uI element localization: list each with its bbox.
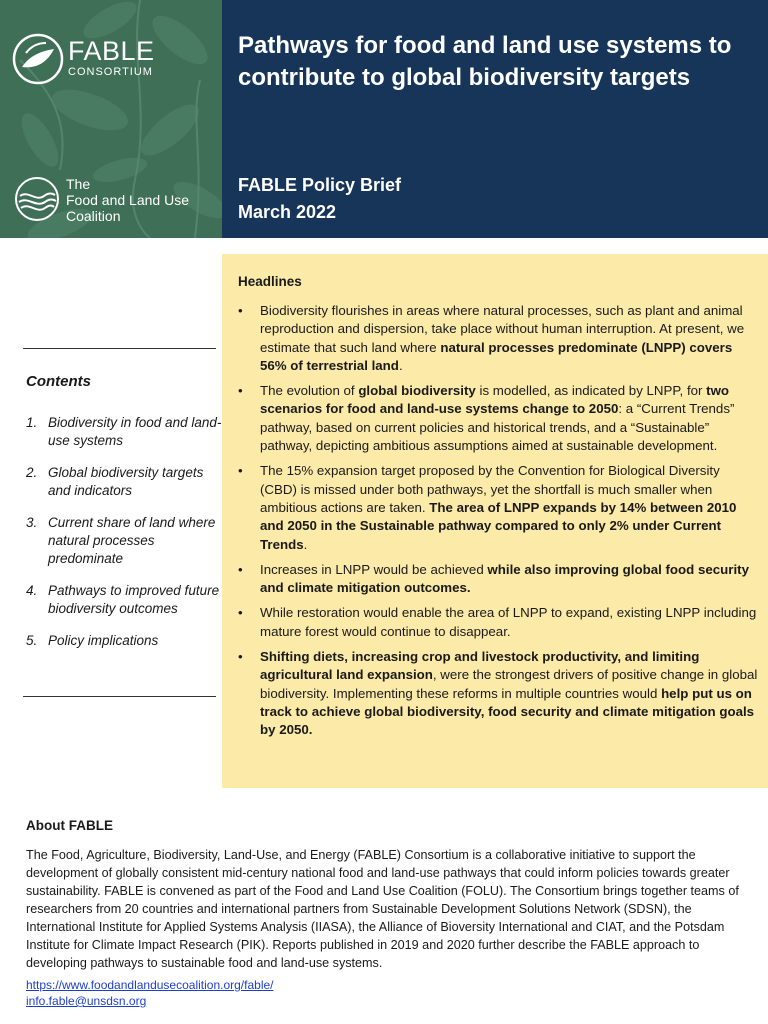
contents-top-divider <box>23 348 216 349</box>
contents-item-label: Global biodiversity targets and indicators <box>48 465 204 498</box>
contents-heading: Contents <box>26 373 91 390</box>
contents-list <box>26 414 226 664</box>
contents-item[interactable] <box>26 464 226 500</box>
header-green-panel <box>0 0 222 238</box>
headline-text: is modelled, as indicated by LNPP, for <box>475 383 707 399</box>
headline-bullet <box>238 604 760 641</box>
bullet-icon: • <box>238 561 243 577</box>
contents-item-number: 5. <box>26 633 38 648</box>
contact-links <box>26 977 274 1009</box>
headline-bold-text: while also improving global food security and climate mitigation outcomes. <box>260 561 749 596</box>
headline-text: While restoration would enable the area of LNPP to expand, existing LNPP including mature forest would continue to disappear. <box>260 605 757 639</box>
headline-text: , were the strongest drivers of positive change in global biodiversity. Implementing these reforms in multiple countries would <box>260 667 758 701</box>
headline-text: The evolution of <box>260 383 359 399</box>
contents-item-number: 2. <box>26 465 38 480</box>
headline-bullet <box>238 302 760 375</box>
headlines-heading: Headlines <box>238 274 302 289</box>
headline-bullet <box>238 462 760 553</box>
headline-text: The 15% expansion target proposed by the Convention for Biological Diversity (CBD) is missed under both pathways, yet the shortfall is much smaller when ambitious actions are taken. <box>260 463 720 515</box>
folu-wave-logo-icon <box>14 176 60 222</box>
bullet-icon: • <box>238 649 243 665</box>
contents-item-label: Biodiversity in food and land-use systems <box>48 415 222 448</box>
headline-bullet <box>238 382 760 455</box>
contact-email-link[interactable]: info.fable@unsdsn.org <box>26 994 147 1008</box>
contents-item-number: 4. <box>26 583 38 598</box>
document-title: Pathways for food and land use systems to contribute to global biodiversity targets <box>238 32 732 91</box>
headline-text: . <box>303 536 308 552</box>
brief-date: March 2022 <box>238 202 337 222</box>
bullet-icon: • <box>238 463 243 479</box>
fable-submark: CONSORTIUM <box>68 66 153 78</box>
folu-fable-link[interactable]: https://www.foodandlandusecoalition.org/fable/ <box>26 978 274 992</box>
bullet-icon: • <box>238 605 243 621</box>
folu-line-1: The <box>66 176 91 192</box>
fable-leaf-logo-icon <box>12 33 64 85</box>
fable-wordmark: FABLE <box>68 36 155 66</box>
headline-text: : a “Current Trends” pathway, based on current policies and historical trends, and a “Sustainable” pathway, depicting ambitious assumptions aimed at sustainable development. <box>260 401 735 454</box>
folu-line-2: Food and Land Use <box>66 192 189 208</box>
contents-bottom-divider <box>23 696 216 697</box>
bullet-icon: • <box>238 383 243 399</box>
headline-bold-text: The area of LNPP expands by 14% between 2010 and 2050 in the Sustainable pathway compared to only 2% under Current Trends <box>260 499 737 552</box>
contents-item-label: Pathways to improved future biodiversity outcomes <box>48 583 220 616</box>
folu-line-3: Coalition <box>66 208 121 224</box>
headline-bullet <box>238 648 760 739</box>
contents-item-label: Policy implications <box>48 633 159 648</box>
contents-item[interactable] <box>26 514 226 568</box>
fable-consortium-logo <box>12 33 212 85</box>
about-heading: About FABLE <box>26 818 113 833</box>
folu-wordmark <box>66 176 189 224</box>
headlines-list <box>238 302 760 747</box>
headline-bold-text: Shifting diets, increasing crop and livestock productivity, and limiting agricultural land expansion <box>260 649 700 683</box>
about-paragraph: The Food, Agriculture, Biodiversity, Land-Use, and Energy (FABLE) Consortium is a collaborative initiative to support the development of globally consistent mid-century national food and land-use pathways that could inform policies towards greater sustainability. FABLE is convened as part of the Food and Land Use Coalition (FOLU). The Consortium brings together teams of researchers from 20 countries and international partners from Sustainable Development Solutions Network (SDSN), the International Institute for Applied Systems Analysis (IIASA), the Alliance of Bioversity International and CIAT, and the Potsdam Institute for Climate Impact Research (PIK). Reports published in 2019 and 2020 further describe the FABLE approach to developing pathways to sustainable food and land-use systems. <box>26 848 739 970</box>
headline-bold-text: two scenarios for food and land-use systems change to 2050 <box>260 383 730 417</box>
brief-type: FABLE Policy Brief <box>238 175 402 195</box>
contents-item[interactable] <box>26 414 226 450</box>
headline-text: . <box>398 357 403 373</box>
headline-text: Increases in LNPP would be achieved <box>260 561 488 577</box>
folu-logo <box>14 176 219 224</box>
headline-bullet <box>238 561 760 598</box>
contents-item[interactable] <box>26 582 226 618</box>
brief-label-block <box>238 172 401 226</box>
headlines-box <box>222 254 768 788</box>
headline-text: Biodiversity flourishes in areas where natural processes, such as plant and animal reproduction and dispersion, take place without human interruption. At present, we estimate that such land where <box>260 303 745 355</box>
bullet-icon: • <box>238 303 243 318</box>
contents-item-number: 1. <box>26 415 38 430</box>
contents-item-number: 3. <box>26 515 38 530</box>
headline-bold-text: natural processes predominate (LNPP) covers 56% of terrestrial land <box>260 339 733 373</box>
headline-bold-text: help put us on track to achieve global biodiversity, food security and climate mitigation goals by 2050. <box>260 685 755 738</box>
contents-item-label: Current share of land where natural processes predominate <box>48 515 216 566</box>
contents-item[interactable] <box>26 632 226 650</box>
headline-bold-text: global biodiversity <box>358 383 476 399</box>
